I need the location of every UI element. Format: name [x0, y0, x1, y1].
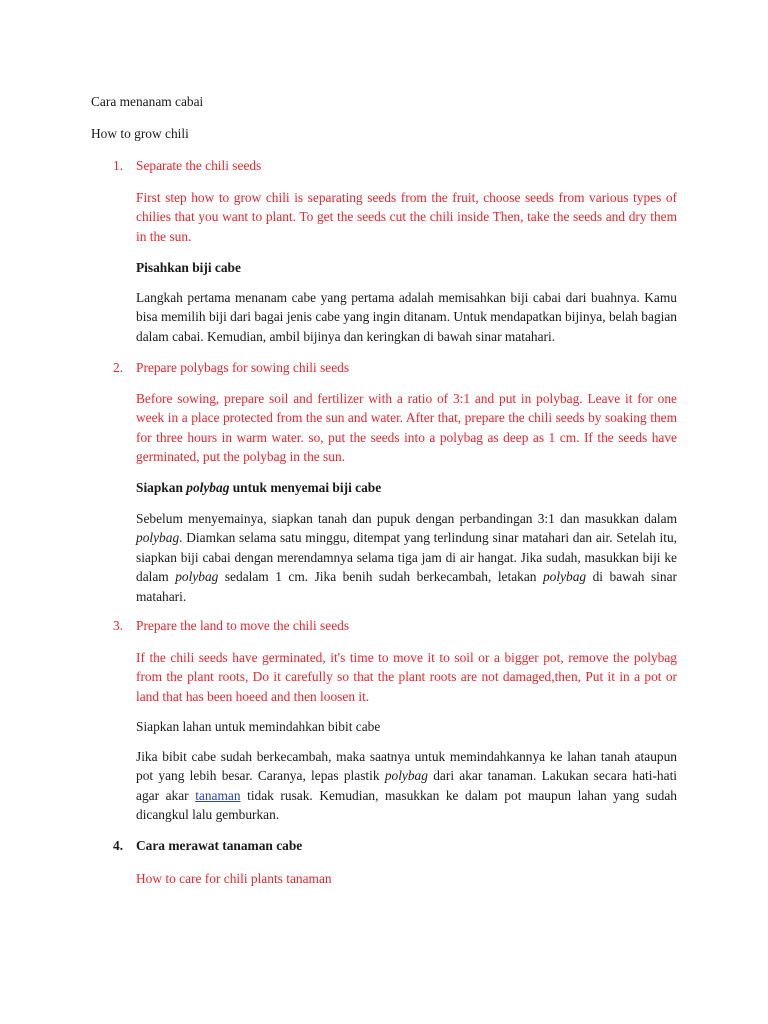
paragraph-italic-part: polybag: [542, 569, 587, 585]
section-3-indonesian-paragraph: [136, 747, 677, 825]
paragraph-part: tidak rusak. Kemudian, masukkan ke dalam pot maupun lahan yang sudah dicangkul lalu gemburkan.: [136, 787, 678, 823]
heading-part: untuk menyemai biji cabe: [229, 480, 382, 495]
section-2-heading: [113, 359, 673, 377]
section-4-heading: [113, 837, 673, 855]
section-2-indonesian-paragraph: [136, 509, 677, 606]
section-3-indonesian-heading: Siapkan lahan untuk memindahkan bibit cabe: [136, 719, 381, 734]
paragraph-part: Sebelum menyemainya, siapkan tanah dan pupuk dengan perbandingan 3:1 dan masukkan dalam: [136, 511, 677, 526]
section-1-english-paragraph: First step how to grow chili is separating seeds from the fruit, choose seeds from various types of chilies that you want to plant. To get the seeds cut the chili inside Then, take the seeds and dry them in the sun.: [136, 190, 677, 244]
section-2-title: Prepare polybags for sowing chili seeds: [136, 360, 350, 375]
section-4-english-line: How to care for chili plants tanaman: [136, 871, 332, 886]
section-2-indonesian-heading: [136, 478, 677, 497]
section-1-number: 1.: [113, 158, 124, 173]
paragraph-part: Jika bibit cabe sudah berkecambah, maka saatnya untuk memindahkannya ke lahan tanah ataupun pot yang lebih besar. Caranya, lepas plastik: [136, 749, 677, 784]
section-3-heading: [113, 617, 673, 635]
paragraph-part: di bawah sinar matahari.: [136, 569, 677, 604]
section-1-heading: [113, 157, 673, 175]
section-3-number: 3.: [113, 618, 124, 633]
section-3-english-paragraph: If the chili seeds have germinated, it's time to move it to soil or a bigger pot, remove the polybag from the plant roots, Do it carefully so that the plant roots are not damaged,then, Put it in a pot or land that has been hoeed and then loosen it.: [136, 650, 677, 704]
section-2-english-paragraph: Before sowing, prepare soil and fertilizer with a ratio of 3:1 and put in polybag. Leave it for one week in a place protected from the sun and water. After that, prepare the chili seeds by soaking them for three hours in warm water. so, put the seeds into a polybag as deep as 1 cm. If the seeds have germinated, put the polybag in the sun.: [136, 391, 677, 465]
paragraph-italic-part: polybag: [384, 768, 428, 784]
heading-italic-part: polybag: [186, 480, 230, 495]
paragraph-italic-part: polybag: [175, 569, 219, 585]
section-2-number: 2.: [113, 360, 124, 375]
title-english: How to grow chili: [91, 126, 189, 141]
section-4-title: Cara merawat tanaman cabe: [136, 838, 303, 853]
section-1-indonesian-heading: Pisahkan biji cabe: [136, 260, 241, 275]
paragraph-part: dari akar tanaman. Lakukan secara hati-hati agar akar: [136, 768, 678, 803]
title-indonesian: Cara menanam cabai: [91, 94, 204, 109]
heading-part: Siapkan: [136, 480, 187, 495]
section-1-title: Separate the chili seeds: [136, 158, 262, 173]
section-3-title: Prepare the land to move the chili seeds: [136, 618, 350, 633]
tanaman-link[interactable]: tanaman: [195, 787, 241, 803]
paragraph-part: . Diamkan selama satu minggu, ditempat yang terlindung sinar matahari dan air. Setelah itu, siapkan biji cabai dengan merendamnya selama tiga jam di air hangat. Jika sudah, masukkan biji ke dalam: [136, 530, 677, 585]
paragraph-italic-part: polybag: [136, 530, 180, 546]
section-4-number: 4.: [113, 838, 124, 853]
section-1-indonesian-paragraph: Langkah pertama menanam cabe yang pertama adalah memisahkan biji cabai dari buahnya. Kamu bisa memilih biji dari bagai jenis cabe yang ingin ditanam. Untuk mendapatkan bijinya, belah bagian dalam cabai. Kemudian, ambil bijinya dan keringkan di bawah sinar matahari.: [136, 290, 677, 344]
paragraph-part: sedalam 1 cm. Jika benih sudah berkecambah, letakan: [218, 569, 543, 585]
